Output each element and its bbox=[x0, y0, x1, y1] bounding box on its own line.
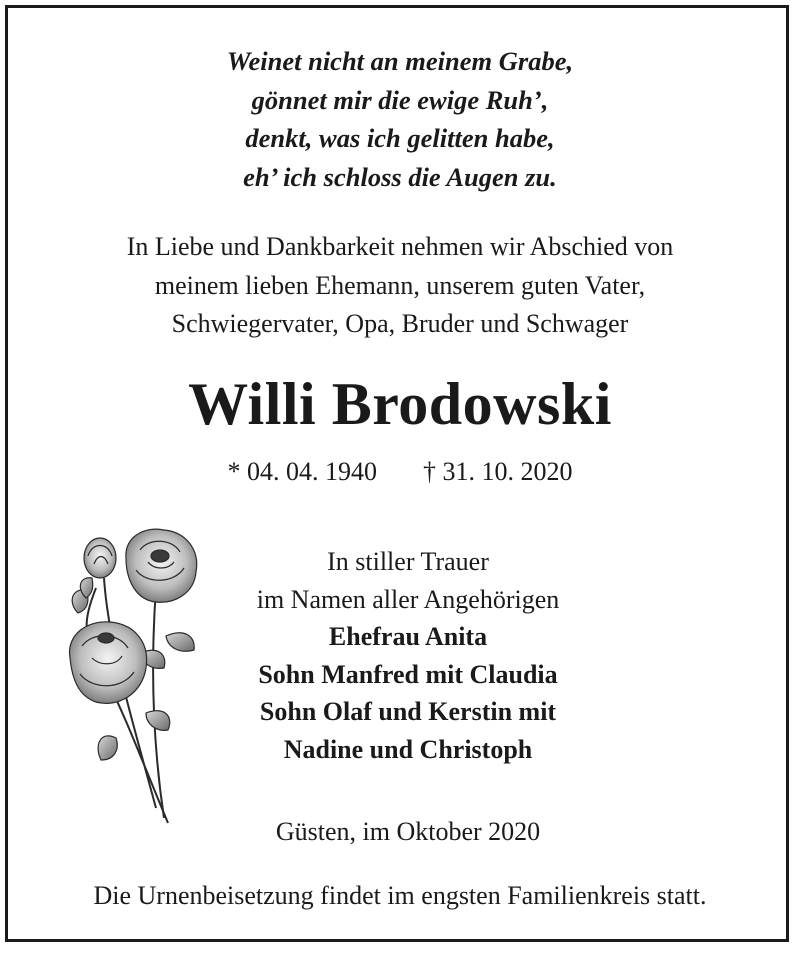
life-dates bbox=[8, 454, 792, 490]
family-member: Ehefrau Anita bbox=[328, 622, 488, 651]
deceased-name: Willi Brodowski bbox=[188, 371, 612, 437]
roses-icon bbox=[56, 518, 206, 828]
poem-line: eh’ ich schloss die Augen zu. bbox=[243, 161, 557, 192]
obituary-card bbox=[5, 5, 789, 942]
family-member: Sohn Olaf und Kerstin mit bbox=[259, 697, 557, 726]
mourning-line: im Namen aller Angehörigen bbox=[256, 584, 560, 614]
burial-note: Die Urnenbeisetzung findet im engsten Familienkreis statt. bbox=[93, 881, 707, 910]
poem-line: denkt, was ich gelitten habe, bbox=[245, 123, 555, 153]
farewell-line: Schwiegervater, Opa, Bruder und Schwager bbox=[171, 309, 629, 338]
farewell-line: meinem lieben Ehemann, unserem guten Vater, bbox=[154, 270, 646, 300]
death-date: † 31. 10. 2020 bbox=[423, 457, 573, 486]
poem bbox=[8, 42, 792, 196]
poem-line: gönnet mir die ewige Ruh’, bbox=[251, 84, 549, 115]
family-member: Nadine und Christoph bbox=[283, 734, 533, 764]
mourning-line: In stiller Trauer bbox=[327, 547, 489, 576]
birth-date: * 04. 04. 1940 bbox=[227, 457, 377, 486]
place-and-date: Güsten, im Oktober 2020 bbox=[275, 817, 541, 846]
family-member: Sohn Manfred mit Claudia bbox=[258, 659, 558, 689]
poem-line: Weinet nicht an meinem Grabe, bbox=[226, 46, 574, 76]
farewell-line: In Liebe und Dankbarkeit nehmen wir Abschied von bbox=[126, 232, 674, 261]
mourners-block bbox=[208, 543, 608, 768]
farewell-text bbox=[8, 228, 792, 344]
